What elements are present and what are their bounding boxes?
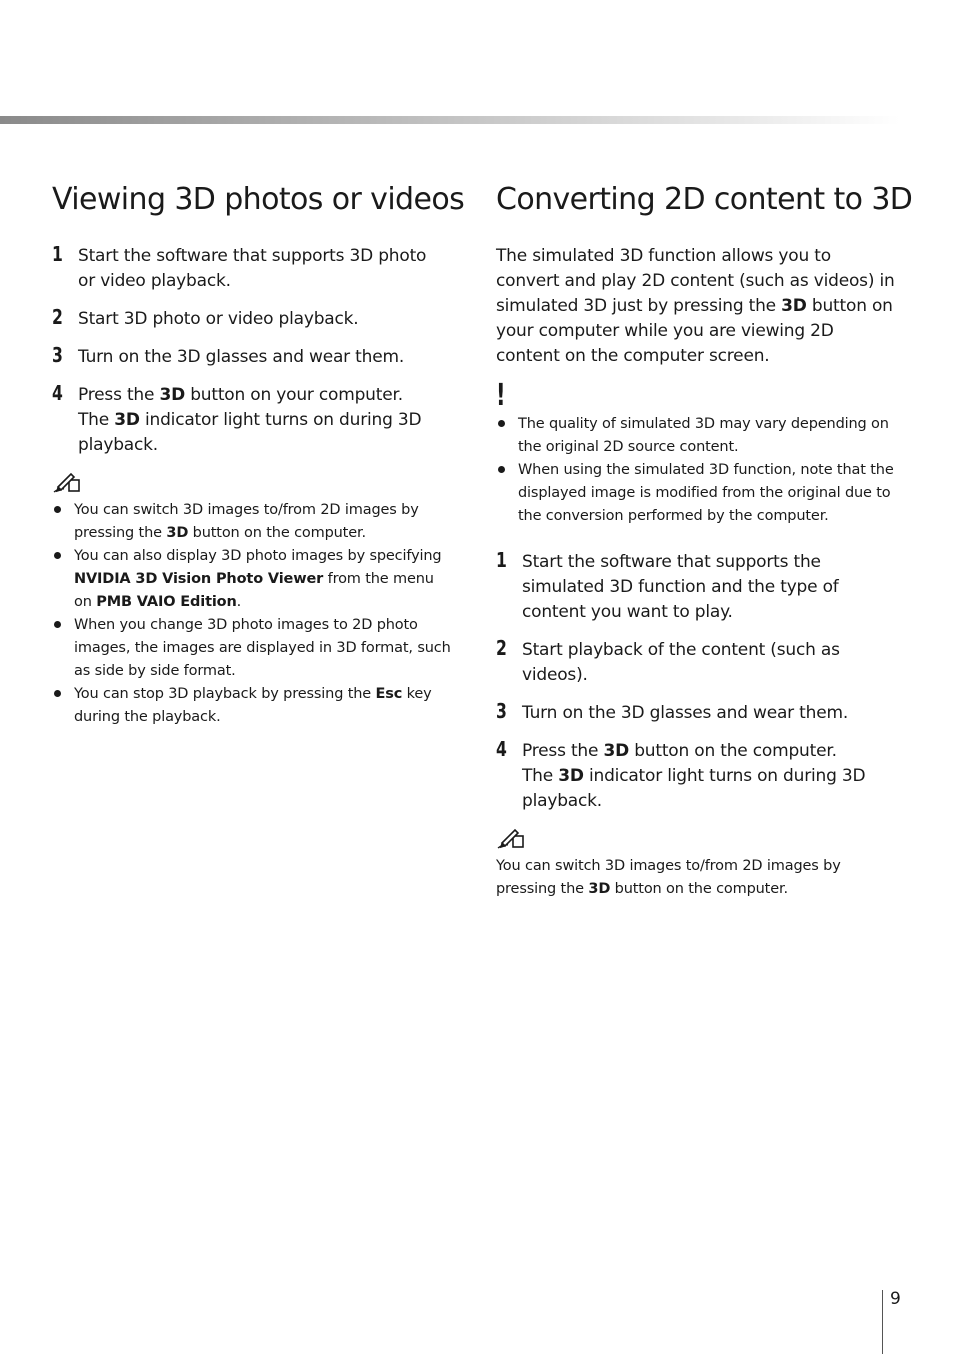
caution-item: When using the simulated 3D function, note that the displayed image is modified from the original due to the conversion performed by the computer. (496, 459, 898, 528)
note-paragraph: You can switch 3D images to/from 2D images by pressing the 3D button on the computer. (496, 858, 841, 897)
step-text: Start the software that supports 3D photo (78, 246, 427, 266)
note-list (52, 499, 452, 729)
section-converting-2d-to-3d (496, 180, 913, 901)
pencil-note-icon (52, 471, 82, 495)
note-item: When you change 3D photo images to 2D photo images, the images are displayed in 3D format, such as side by side format. (52, 614, 452, 683)
step-text: Turn on the 3D glasses and wear them. (78, 347, 405, 367)
note-item: You can switch 3D images to/from 2D images by pressing the 3D button on the computer. (52, 499, 452, 545)
section-heading: Viewing 3D photos or videos (52, 182, 465, 217)
step-item (52, 307, 452, 332)
section-viewing-3d (52, 180, 465, 751)
step-text: Start playback of the content (such as videos). (522, 640, 840, 685)
step-number: 3 (496, 699, 507, 723)
step-number: 4 (496, 737, 507, 761)
step-text: Press the 3D button on the computer. (522, 741, 837, 761)
step-number: 2 (52, 305, 63, 329)
section-heading: Converting 2D content to 3D (496, 182, 913, 217)
pencil-note-icon (496, 827, 526, 851)
step-item (496, 701, 898, 726)
intro-paragraph: The simulated 3D function allows you to convert and play 2D content (such as videos) in simulated 3D just by pressing the 3D button on your computer while you are viewing 2D content on the computer screen. (496, 246, 895, 366)
step-item (496, 550, 898, 625)
step-list (52, 244, 452, 458)
note-item: You can stop 3D playback by pressing the Esc key during the playback. (52, 683, 452, 729)
note-item: You can also display 3D photo images by specifying NVIDIA 3D Vision Photo Viewer from the menu on PMB VAIO Edition. (52, 545, 452, 614)
step-list (496, 550, 898, 814)
caution-item: The quality of simulated 3D may vary depending on the original 2D source content. (496, 413, 898, 459)
page-number: 9 (890, 1289, 901, 1309)
step-number: 1 (496, 548, 507, 572)
step-item (52, 345, 452, 370)
step-text: The 3D indicator light turns on during 3D playback. (522, 766, 866, 811)
step-text: Start 3D photo or video playback. (78, 309, 359, 329)
step-number: 1 (52, 242, 63, 266)
step-number: 2 (496, 636, 507, 660)
step-text: Press the 3D button on your computer. (78, 385, 403, 405)
step-item (496, 638, 898, 688)
caution-icon: ! (496, 378, 506, 413)
step-number: 4 (52, 381, 63, 405)
step-text: The 3D indicator light turns on during 3D playback. (78, 410, 422, 455)
step-text: Turn on the 3D glasses and wear them. (522, 703, 849, 723)
caution-list (496, 413, 898, 528)
page-number-rule (882, 1290, 883, 1354)
step-text: or video playback. (78, 271, 231, 291)
header-gradient-bar (0, 116, 900, 124)
step-text: Start the software that supports the simulated 3D function and the type of content you want to play. (522, 552, 839, 622)
step-item (496, 739, 898, 814)
step-item (52, 383, 452, 458)
step-item (52, 244, 452, 294)
step-number: 3 (52, 343, 63, 367)
